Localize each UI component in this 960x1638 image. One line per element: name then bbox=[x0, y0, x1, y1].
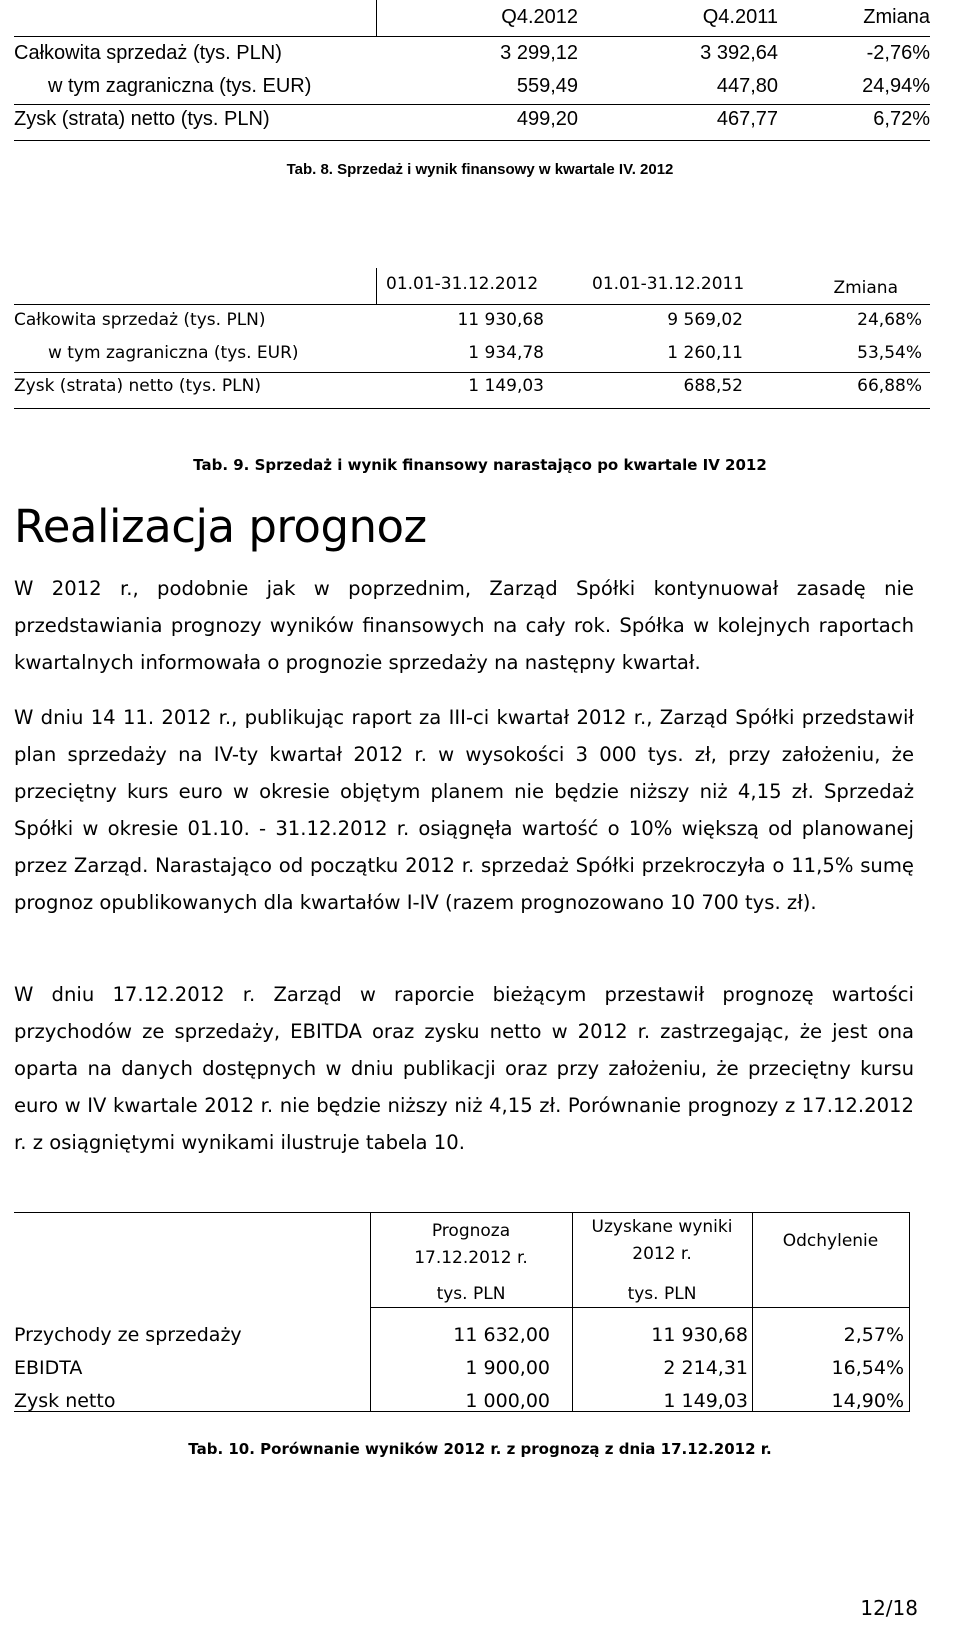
cell-value: 16,54% bbox=[831, 1357, 904, 1379]
table-rule bbox=[14, 1212, 910, 1213]
cell-value: 11 930,68 bbox=[457, 310, 544, 330]
cell-value: 467,77 bbox=[716, 108, 778, 130]
cell-value: 66,88% bbox=[857, 376, 922, 396]
cell-value: 53,54% bbox=[857, 343, 922, 363]
column-header: 01.01-31.12.2012 bbox=[386, 274, 539, 294]
column-header: Zmiana bbox=[833, 278, 898, 298]
cell-value: 1 149,03 bbox=[663, 1390, 748, 1412]
cell-value: 447,80 bbox=[716, 75, 778, 97]
table-q4-sales bbox=[14, 0, 930, 135]
cell-value: 6,72% bbox=[873, 108, 930, 130]
paragraph: W dniu 14 11. 2012 r., publikując raport za III-ci kwartał 2012 r., Zarząd Spółki przedstawił plan sprzedaży na IV-ty kwartał 2012 r. w wysokości 3 000 tys. zł, przy założeniu, że przeciętny kurs euro w okresie objętym planem nie będzie niższy niż 4,15 zł. Sprzedaż Spółki w okresie 01.10. - 31.12.2012 r. osiągnęła wartość o 10% większą od planowanej przez Zarząd. Narastająco od początku 2012 r. sprzedaż Spółki przekroczyła o 11,5% sumę prognoz opublikowanych dla kwartałów I-IV (razem prognozowano 10 700 tys. zł). bbox=[14, 706, 914, 914]
header-line: 2012 r. bbox=[632, 1244, 692, 1264]
row-label: Przychody ze sprzedaży bbox=[14, 1324, 242, 1346]
cell-value: 1 260,11 bbox=[667, 343, 743, 363]
table-rule bbox=[14, 408, 930, 409]
cell-value: 688,52 bbox=[683, 376, 743, 396]
table-row bbox=[14, 102, 930, 135]
cell-value: 2 214,31 bbox=[663, 1357, 748, 1379]
table-row bbox=[14, 36, 930, 69]
row-label: w tym zagraniczna (tys. EUR) bbox=[48, 75, 312, 97]
cell-value: 24,68% bbox=[857, 310, 922, 330]
cell-value: 2,57% bbox=[843, 1324, 904, 1346]
row-label: Zysk (strata) netto (tys. PLN) bbox=[14, 108, 270, 130]
table-divider bbox=[376, 0, 377, 36]
column-header-forecast bbox=[370, 1218, 572, 1272]
table-caption: Tab. 9. Sprzedaż i wynik finansowy narastająco po kwartale IV 2012 bbox=[193, 456, 767, 474]
cell-value: 11 930,68 bbox=[651, 1324, 748, 1346]
column-header-actual bbox=[572, 1214, 752, 1268]
header-line: Uzyskane wyniki bbox=[591, 1217, 733, 1237]
header-line: 17.12.2012 r. bbox=[414, 1248, 528, 1268]
row-label: Całkowita sprzedaż (tys. PLN) bbox=[14, 42, 282, 64]
cell-value: 1 149,03 bbox=[468, 376, 544, 396]
cell-value: 1 934,78 bbox=[468, 343, 544, 363]
row-label: EBIDTA bbox=[14, 1357, 83, 1379]
table-row bbox=[14, 69, 930, 102]
table-divider bbox=[909, 1212, 910, 1412]
table-header-row bbox=[14, 268, 930, 304]
page-number: 12/18 bbox=[860, 1596, 918, 1620]
cell-value: 499,20 bbox=[516, 108, 578, 130]
cell-value: 14,90% bbox=[831, 1390, 904, 1412]
unit-label: tys. PLN bbox=[627, 1284, 697, 1304]
column-header: Zmiana bbox=[863, 6, 930, 28]
table-divider bbox=[376, 268, 377, 304]
cell-value: 3 392,64 bbox=[700, 42, 778, 64]
cell-value: 559,49 bbox=[516, 75, 578, 97]
paragraph: W dniu 17.12.2012 r. Zarząd w raporcie bieżącym przestawił prognozę wartości przychodów ze sprzedaży, EBITDA oraz zysku netto w 2012 r. zastrzegając, że jest ona oparta na danych dostępnych w dniu publikacji oraz przy założeniu, że przeciętny kursu euro w IV kwartale 2012 r. nie będzie niższy niż 4,15 zł. Porównanie prognozy z 17.12.2012 r. z osiągniętymi wynikami ilustruje tabela 10. bbox=[14, 983, 914, 1154]
header-line: Prognoza bbox=[431, 1221, 511, 1241]
table-rule bbox=[14, 1411, 910, 1412]
unit-label: tys. PLN bbox=[436, 1284, 506, 1304]
column-header: Q4.2012 bbox=[501, 6, 578, 28]
row-label: w tym zagraniczna (tys. EUR) bbox=[48, 343, 299, 363]
column-header: 01.01-31.12.2011 bbox=[592, 274, 745, 294]
table-row bbox=[14, 337, 930, 370]
row-label: Całkowita sprzedaż (tys. PLN) bbox=[14, 310, 266, 330]
cell-value: 24,94% bbox=[862, 75, 930, 97]
column-header: Q4.2011 bbox=[702, 6, 778, 28]
cell-value: 3 299,12 bbox=[500, 42, 578, 64]
cell-value: 1 900,00 bbox=[465, 1357, 550, 1379]
table-cumulative-sales bbox=[14, 268, 930, 403]
cell-value: -2,76% bbox=[866, 42, 930, 64]
table-row bbox=[14, 370, 930, 403]
table-rule bbox=[14, 140, 930, 141]
table-rule bbox=[370, 1307, 910, 1308]
cell-value: 11 632,00 bbox=[453, 1324, 550, 1346]
table-row bbox=[14, 304, 930, 337]
cell-value: 1 000,00 bbox=[465, 1390, 550, 1412]
paragraph: W 2012 r., podobnie jak w poprzednim, Zarząd Spółki kontynuował zasadę nie przedstawiania prognozy wyników finansowych na cały rok. Spółka w kolejnych raportach kwartalnych informowała o prognozie sprzedaży na następny kwartał. bbox=[14, 577, 914, 674]
cell-value: 9 569,02 bbox=[667, 310, 743, 330]
row-label: Zysk (strata) netto (tys. PLN) bbox=[14, 376, 261, 396]
table-caption: Tab. 8. Sprzedaż i wynik finansowy w kwartale IV. 2012 bbox=[286, 161, 674, 178]
table-header-row bbox=[14, 0, 930, 36]
table-caption: Tab. 10. Porównanie wyników 2012 r. z prognozą z dnia 17.12.2012 r. bbox=[188, 1440, 772, 1458]
section-heading: Realizacja prognoz bbox=[14, 500, 427, 553]
row-label: Zysk netto bbox=[14, 1390, 116, 1412]
column-header-deviation: Odchylenie bbox=[782, 1231, 879, 1251]
